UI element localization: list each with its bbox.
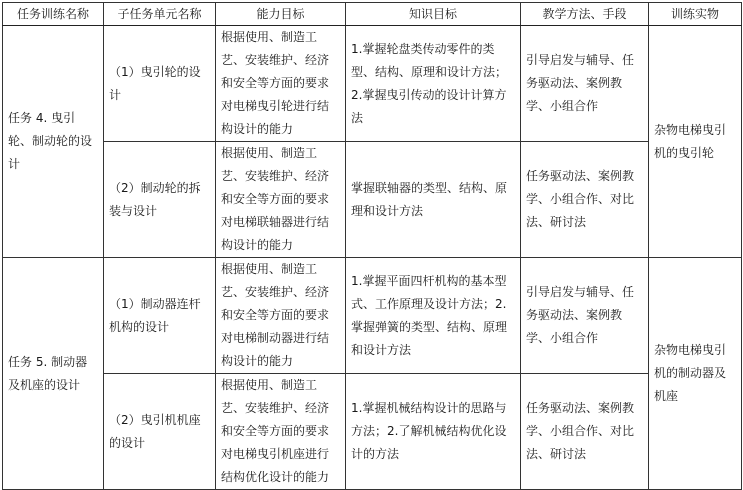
subtask-unit-cell: （1）制动器连杆机构的设计 [104,258,216,374]
header-knowledge-goal: 知识目标 [346,3,521,26]
training-equipment-cell: 杂物电梯曳引机的制动器及机座 [649,258,742,490]
ability-goal-cell: 根据使用、制造工艺、安装维护、经济和安全等方面的要求对电梯联轴器进行结构设计的能力 [216,142,346,258]
subtask-unit-cell: （2）曳引机机座的设计 [104,374,216,490]
knowledge-goal-cell: 1.掌握平面四杆机构的基本型式、工作原理及设计方法；2.掌握弹簧的类型、结构、原理和设计方法 [346,258,521,374]
task-name-cell: 任务 5. 制动器及机座的设计 [3,258,104,490]
table-row [3,26,742,142]
knowledge-goal-cell: 1.掌握轮盘类传动零件的类型、结构、原理和设计方法；2.掌握曳引传动的设计计算方法 [346,26,521,142]
header-subtask-unit: 子任务单元名称 [104,3,216,26]
knowledge-goal-cell: 掌握联轴器的类型、结构、原理和设计方法 [346,142,521,258]
header-teaching-method: 教学方法、手段 [521,3,649,26]
teaching-method-cell: 任务驱动法、案例教学、小组合作、对比法、研讨法 [521,142,649,258]
ability-goal-cell: 根据使用、制造工艺、安装维护、经济和安全等方面的要求对电梯曳引轮进行结构设计的能力 [216,26,346,142]
course-table [2,2,742,490]
header-row [3,3,742,26]
teaching-method-cell: 任务驱动法、案例教学、小组合作、对比法、研讨法 [521,374,649,490]
table-body [3,26,742,490]
task-name-cell: 任务 4. 曳引轮、制动轮的设计 [3,26,104,258]
training-equipment-cell: 杂物电梯曳引机的曳引轮 [649,26,742,258]
table-header [3,3,742,26]
header-training-equipment: 训练实物 [649,3,742,26]
header-ability-goal: 能力目标 [216,3,346,26]
subtask-unit-cell: （1）曳引轮的设计 [104,26,216,142]
ability-goal-cell: 根据使用、制造工艺、安装维护、经济和安全等方面的要求对电梯制动器进行结构设计的能力 [216,258,346,374]
subtask-unit-cell: （2）制动轮的拆装与设计 [104,142,216,258]
table-row [3,374,742,490]
teaching-method-cell: 引导启发与辅导、任务驱动法、案例教学、小组合作 [521,258,649,374]
knowledge-goal-cell: 1.掌握机械结构设计的思路与方法；2.了解机械结构优化设计的方法 [346,374,521,490]
header-task-name: 任务训练名称 [3,3,104,26]
ability-goal-cell: 根据使用、制造工艺、安装维护、经济和安全等方面的要求对电梯曳引机座进行结构优化设计的能力 [216,374,346,490]
table-row [3,142,742,258]
table-row [3,258,742,374]
teaching-method-cell: 引导启发与辅导、任务驱动法、案例教学、小组合作 [521,26,649,142]
